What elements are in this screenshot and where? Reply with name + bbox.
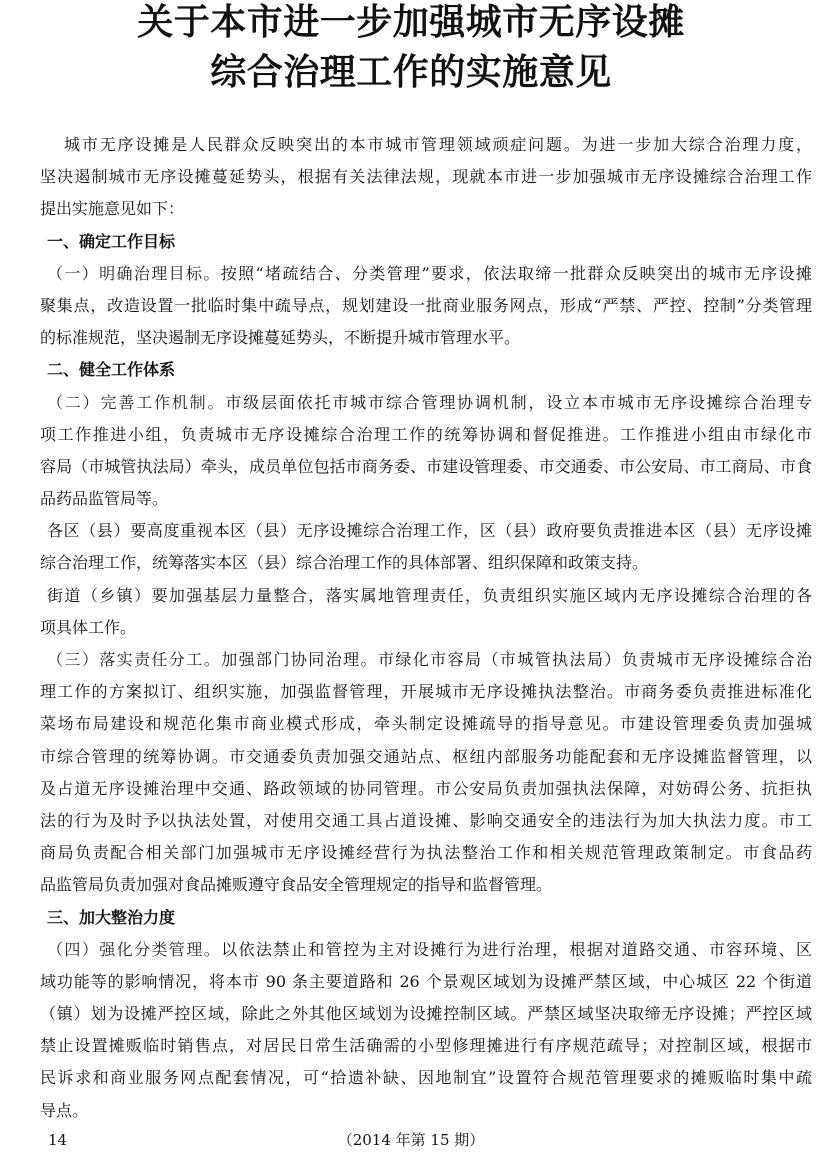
document-body [40, 129, 812, 1127]
district-paragraph-line: 综合治理工作，统筹落实本区（县）综合治理工作的具体部署、组织保障和政策支持。 [40, 553, 649, 573]
item-3-line: 品监管局负责加强对食品摊贩遵守食品安全管理规定的指导和监督管理。 [40, 875, 553, 895]
item-3-line [40, 644, 812, 676]
intro-paragraph-line: 城市无序设摊是人民群众反映突出的本市城市管理领域顽症问题。为进一步加大综合治理力度， [64, 135, 812, 154]
street-paragraph-line: 项具体工作。 [40, 617, 137, 637]
item-4-text: 以依法禁止和管控为主对设摊行为进行治理，根据对道路交通、市容环境、区 [221, 939, 812, 959]
item-3-line: 及占道无序设摊治理中交通、路政领域的协同管理。市公安局负责加强执法保障，对妨碍公务、抗拒执 [40, 778, 812, 798]
item-3-lead: （三）落实责任分工。 [47, 650, 222, 669]
item-3-line: 法的行为及时予以执法处置，对使用交通工具占道设摊、影响交通安全的违法行为加大执法力度。市工 [40, 810, 812, 830]
item-1-line: 聚集点，改造设置一批临时集中疏导点，规划建设一批商业服务网点，形成“严禁、严控、控制”分类管理 [40, 295, 812, 315]
intro-paragraph-line: 提出实施意见如下： [40, 199, 185, 219]
issue-label: （2014 年第 15 期） [337, 1131, 485, 1149]
section-heading-goals: 一、确定工作目标 [47, 231, 176, 251]
item-3-line: 市综合管理的统筹协调。市交通委负责加强交通站点、枢纽内部服务功能配套和无序设摊监督管理，以 [40, 746, 812, 766]
document-title [0, 0, 822, 97]
section-heading-system: 二、健全工作体系 [47, 360, 176, 380]
item-1-text: 按照“堵疏结合、分类管理”要求，依法取缔一批群众反映突出的城市无序设摊 [220, 263, 812, 283]
item-2-line: 项工作推进小组，负责城市无序设摊综合治理工作的统筹协调和督促推进。工作推进小组由市绿化市 [40, 424, 812, 444]
page-number: 14 [48, 1131, 68, 1149]
item-2-text: 市级层面依托市城市综合管理协调机制，设立本市城市无序设摊综合治理专 [225, 392, 812, 412]
street-paragraph-line: 街道（乡镇）要加强基层力量整合，落实属地管理责任，负责组织实施区域内无序设摊综合治理的各 [47, 585, 812, 605]
item-2-line [40, 387, 812, 419]
document-title-line-2: 综合治理工作的实施意见 [210, 51, 612, 93]
item-1-lead: （一）明确治理目标。 [47, 263, 221, 283]
intro-paragraph-line: 坚决遏制城市无序设摊蔓延势头，根据有关法律法规，现就本市进一步加强城市无序设摊综合治理工作 [40, 167, 812, 187]
item-2-line: 品药品监管局等。 [40, 489, 169, 509]
item-2-line: 容局（市城管执法局）牵头，成员单位包括市商务委、市建设管理委、市交通委、市公安局、市工商局、市食 [40, 456, 812, 476]
item-4-lead: （四）强化分类管理。 [47, 939, 222, 959]
item-2-lead: （二）完善工作机制。 [47, 392, 226, 412]
item-1-line [40, 258, 812, 290]
item-1-line: 的标准规范，坚决遏制无序设摊蔓延势头，不断提升城市管理水平。 [40, 328, 521, 348]
item-3-line: 商局负责配合相关部门加强城市无序设摊经营行为执法整治工作和相关规范管理政策制定。市食品药 [40, 843, 812, 863]
item-3-line: 菜场布局建设和规范化集市商业模式形成，牵头制定设摊疏导的指导意见。市建设管理委负责加强城 [40, 714, 812, 734]
item-3-text: 加强部门协同治理。市绿化市容局（市城管执法局）负责城市无序设摊综合治 [221, 650, 812, 669]
item-3-line: 理工作的方案拟订、组织实施，加强监督管理，开展城市无序设摊执法整治。市商务委负责推进标准化 [40, 682, 812, 702]
item-4-line: （镇）划为设摊严控区域，除此之外其他区域划为设摊控制区域。严禁区域坚决取缔无序设摊；严控区域 [40, 1004, 812, 1024]
item-4-line: 域功能等的影响情况，将本市 90 条主要道路和 26 个景观区域划为设摊严禁区域，中心城区 22 个街道 [40, 971, 812, 991]
page-footer [0, 1130, 827, 1150]
section-heading-enforcement: 三、加大整治力度 [47, 907, 176, 927]
item-4-line: 禁止设置摊贩临时销售点，对居民日常生活确需的小型修理摊进行有序规范疏导；对控制区域，根据市 [40, 1036, 812, 1056]
document-title-line-1: 关于本市进一步加强城市无序设摊 [137, 1, 685, 43]
item-4-line: 民诉求和商业服务网点配套情况，可“拾遗补缺、因地制宜”设置符合规范管理要求的摊贩临时集中疏 [40, 1068, 812, 1088]
item-4-line: 导点。 [40, 1100, 89, 1120]
item-4-line [40, 934, 812, 966]
district-paragraph-line: 各区（县）要高度重视本区（县）无序设摊综合治理工作，区（县）政府要负责推进本区（县）无序设摊 [47, 521, 812, 541]
